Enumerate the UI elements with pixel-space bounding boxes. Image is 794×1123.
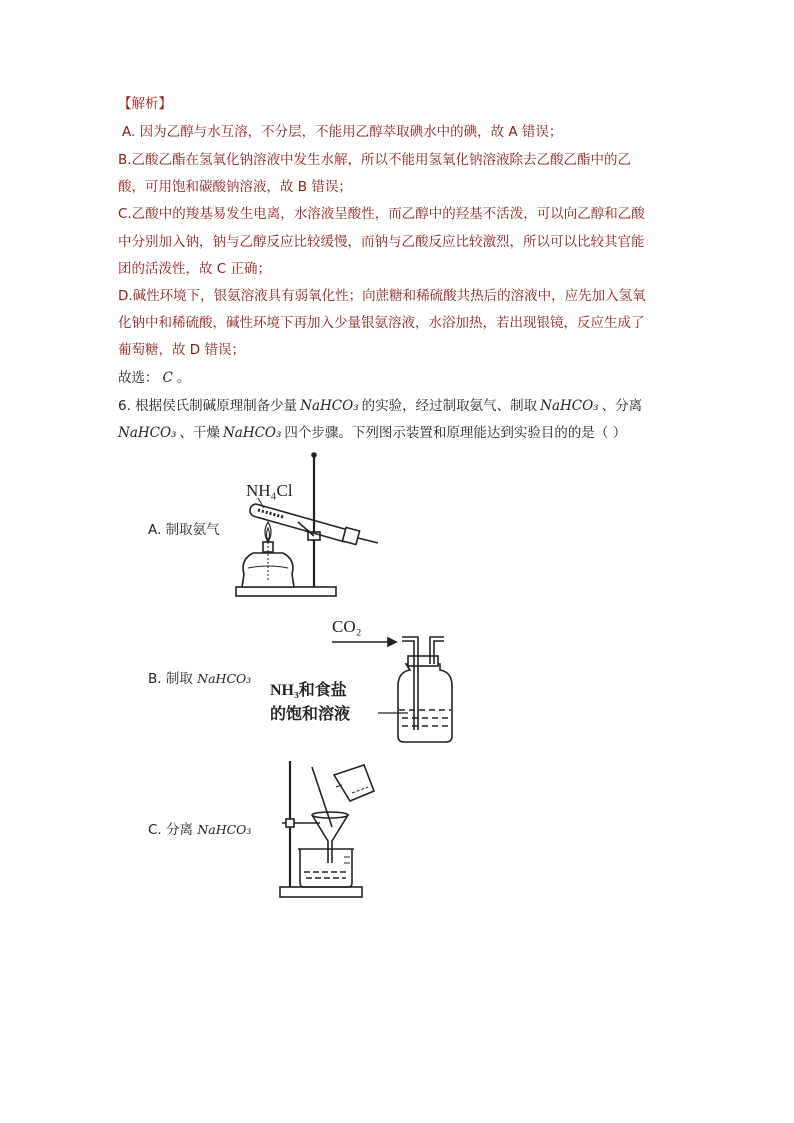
question-text-2c: 四个步骤。下列图示装置和原理能达到实验目的的是（ ） xyxy=(284,425,627,441)
answer-line xyxy=(118,368,190,388)
option-b-label[interactable] xyxy=(148,669,251,689)
question-text-1a: 6. 根据侯氏制碱原理制备少量 xyxy=(118,398,298,414)
question-line-1 xyxy=(118,396,642,416)
analysis-line-c2: 中分别加入钠，钠与乙醇反应比较缓慢，而钠与乙酸反应比较激烈，所以可以比较其官能 xyxy=(118,234,645,250)
answer-value: C xyxy=(162,370,173,386)
figure-a-ammonia-apparatus xyxy=(228,450,388,605)
option-b-text: B. 制取 xyxy=(148,671,193,687)
option-a-label[interactable]: A. 制取氨气 xyxy=(148,522,220,538)
analysis-line-d3: 葡萄糖，故 D 错误； xyxy=(118,342,245,358)
analysis-line-d2: 化钠中和稀硫酸，碱性环境下再加入少量银氨溶液，水浴加热，若出现银镜，反应生成了 xyxy=(118,315,645,331)
option-c-label[interactable] xyxy=(148,820,251,840)
figure-a-reagent-label: NH₄Cl xyxy=(246,481,293,500)
figure-b-gas-label: CO₂ xyxy=(332,617,362,636)
option-c-text: C. 分离 xyxy=(148,822,194,838)
formula-nahco3: NaHCO₃ xyxy=(300,398,359,414)
answer-suffix: 。 xyxy=(176,370,191,386)
analysis-line-c1: C.乙酸中的羧基易发生电离，水溶液呈酸性，而乙醇中的羟基不活泼，可以向乙醇和乙酸 xyxy=(118,206,645,222)
figure-b-solution-label-2: 的饱和溶液 xyxy=(270,706,351,723)
question-text-2b: 、干燥 xyxy=(179,425,220,441)
formula-nahco3: NaHCO₃ xyxy=(197,822,252,837)
formula-nahco3: NaHCO₃ xyxy=(197,671,252,686)
answer-prefix: 故选： xyxy=(118,370,159,386)
figure-b-solution-label-1: NH₃和食盐 xyxy=(270,682,347,699)
question-text-1c: 、分离 xyxy=(601,398,643,414)
question-line-2 xyxy=(118,423,626,443)
analysis-heading: 【解析】 xyxy=(118,96,172,112)
figure-b-nahco3-apparatus xyxy=(268,612,458,747)
analysis-line-c3: 团的活泼性，故 C 正确； xyxy=(118,261,272,277)
analysis-line-b1: B.乙酸乙酯在氢氧化钠溶液中发生水解，所以不能用氢氧化钠溶液除去乙酸乙酯中的乙 xyxy=(118,152,632,168)
formula-nahco3: NaHCO₃ xyxy=(222,425,282,441)
analysis-line-a: A. 因为乙醇与水互溶，不分层，不能用乙醇萃取碘水中的碘，故 A 错误； xyxy=(122,124,563,140)
figure-c-filtration-apparatus xyxy=(276,757,386,907)
formula-nahco3: NaHCO₃ xyxy=(118,425,177,441)
analysis-line-d1: D.碱性环境下，银氨溶液具有弱氧化性；向蔗糖和稀硫酸共热后的溶液中，应先加入氢氧 xyxy=(118,288,646,304)
question-text-1b: 的实验，经过制取氨气、制取 xyxy=(361,398,538,414)
analysis-line-b2: 酸，可用饱和碳酸钠溶液，故 B 错误； xyxy=(118,179,352,195)
formula-nahco3: NaHCO₃ xyxy=(540,398,599,414)
